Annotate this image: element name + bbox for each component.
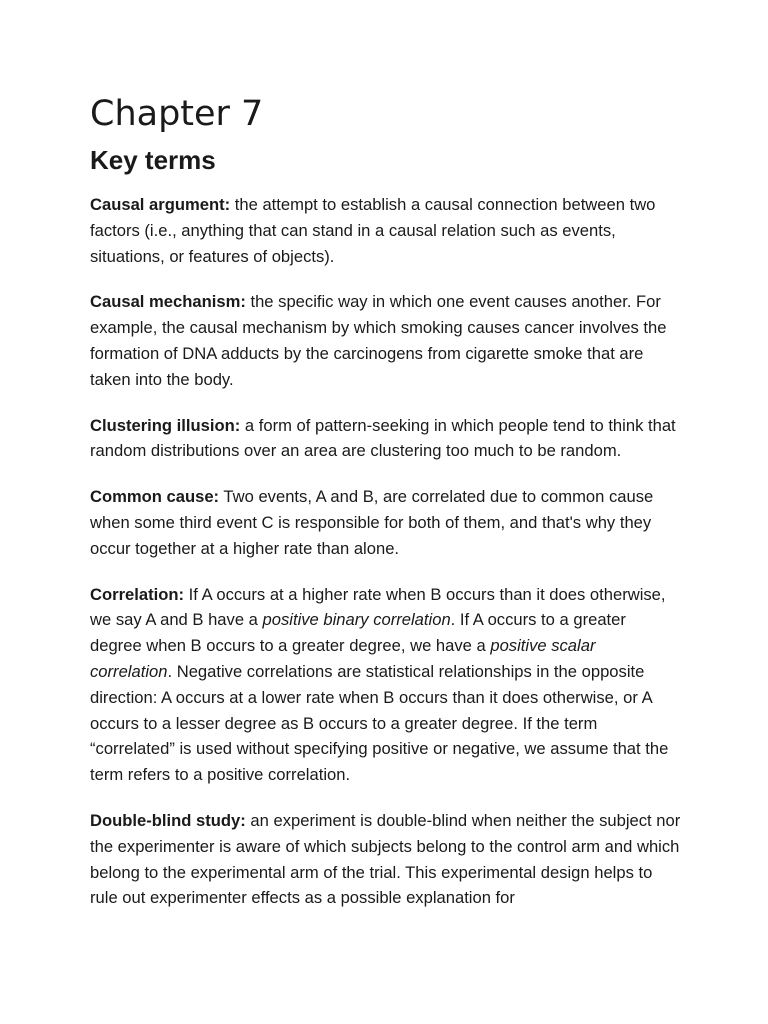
term-definition: the specific way in which one event causes another. For example, the causal mechanism by which smoking causes cancer involves the formation of DNA adducts by the carcinogens from cigarette smoke that are taken into the body. xyxy=(90,292,667,389)
document-page xyxy=(90,90,682,931)
term-clustering-illusion xyxy=(90,413,682,465)
term-definition-part: . If A occurs to a greater degree when B occurs to a greater degree, we have a xyxy=(90,610,626,656)
term-causal-mechanism xyxy=(90,289,682,392)
term-name: Double-blind study: xyxy=(90,810,246,830)
term-definition-part: . Negative correlations are statistical relationships in the opposite direction: A occurs at a lower rate when B occurs than it does otherwise, or A occurs to a lesser degree as B occurs to a greater degree. If the term “correlated” is used without specifying positive or negative, we assume that the term refers to a positive correlation. xyxy=(90,661,669,785)
term-name: Common cause: xyxy=(90,487,220,507)
chapter-title: Chapter 7 xyxy=(90,94,264,134)
term-name: Clustering illusion: xyxy=(90,415,241,435)
term-italic-phrase: positive binary correlation xyxy=(262,610,451,630)
term-definition: a form of pattern-seeking in which people tend to think that random distributions over an area are clustering too much to be random. xyxy=(90,415,676,461)
term-double-blind-study xyxy=(90,808,682,911)
section-title: Key terms xyxy=(90,145,216,175)
term-common-cause xyxy=(90,484,682,561)
term-correlation xyxy=(90,582,682,788)
term-causal-argument xyxy=(90,192,682,269)
term-definition: an experiment is double-blind when neither the subject nor the experimenter is aware of which subjects belong to the control arm and which belong to the experimental arm of the trial. This experimental design helps to rule out experimenter effects as a possible explanation for xyxy=(90,810,681,908)
term-name: Causal argument: xyxy=(90,195,231,214)
term-definition-part: If A occurs at a higher rate when B occurs than it does otherwise, we say A and B have a xyxy=(90,584,666,630)
term-italic-phrase: positive scalar correlation xyxy=(90,636,596,681)
term-name: Causal mechanism: xyxy=(90,292,246,312)
term-name: Correlation: xyxy=(90,584,185,604)
term-definition: the attempt to establish a causal connection between two factors (i.e., anything that can stand in a causal relation such as events, situations, or features of objects). xyxy=(90,195,656,266)
term-definition: Two events, A and B, are correlated due to common cause when some third event C is responsible for both of them, and that's why they occur together at a higher rate than alone. xyxy=(90,487,654,558)
